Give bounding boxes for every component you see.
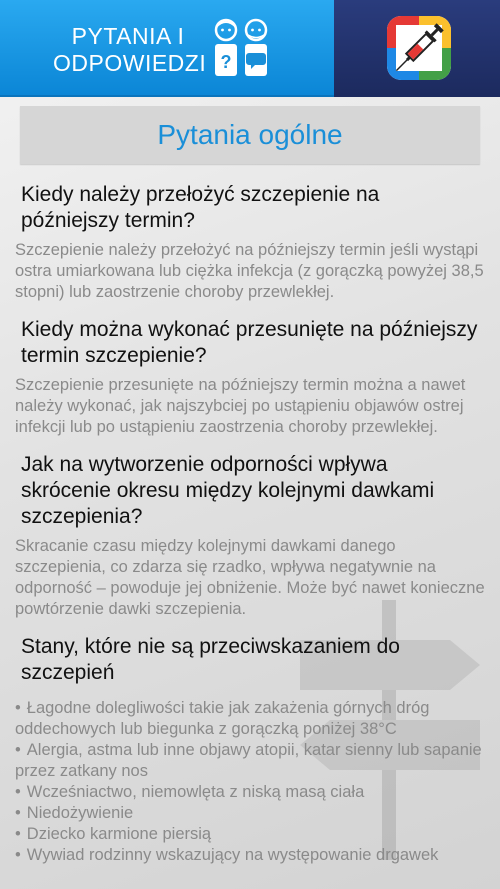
bullet-dot-icon: •: [15, 846, 21, 864]
header-title-line1: PYTANIA I: [71, 23, 185, 49]
bullet-text: Wywiad rodzinny wskazujący na występowanie drgawek: [26, 846, 439, 864]
svg-text:?: ?: [220, 52, 232, 72]
section-header: [20, 106, 480, 164]
bullet-dot-icon: •: [15, 804, 21, 822]
bullet-item: [15, 803, 486, 824]
question-text: Kiedy należy przełożyć szczepienie na późniejszy termin?: [21, 183, 380, 232]
bullet-text: Łagodne dolegliwości takie jak zakażenia górnych dróg oddechowych lub biegunka z gorączką poniżej 38°C: [15, 699, 430, 738]
people-question-chat-icon: [208, 18, 274, 80]
answer-text: Szczepienie przesunięte na późniejszy termin można a nawet należy wykonać, jak najszybciej po ustąpieniu objawów ostrej infekcji lub po ustąpieniu zaostrzenia choroby przewlekłej.: [15, 376, 466, 436]
bullet-item: [15, 782, 486, 803]
bullet-text: Niedożywienie: [26, 804, 134, 822]
qa-list[interactable]: [0, 168, 500, 889]
qa-item: [0, 168, 500, 303]
bullet-text: Alergia, astma lub inne objawy atopii, katar sienny lub sapanie przez zatkany nos: [15, 741, 482, 780]
bullet-dot-icon: •: [15, 825, 21, 843]
bullet-dot-icon: •: [15, 741, 21, 759]
answer-text: Skracanie czasu między kolejnymi dawkami danego szczepienia, co zdarza się rzadko, wpływa negatywnie na odporność – powoduje jej obniżenie. Może być nawet konieczne powtórzenie dawki szczepienia.: [15, 537, 485, 618]
header-title-line2: ODPOWIEDZI: [53, 50, 207, 76]
qa-item: [0, 620, 500, 866]
logo-panel: [334, 0, 500, 97]
app-header: [0, 0, 500, 97]
answer-text: Szczepienie należy przełożyć na późniejszy termin jeśli wystąpi ostra umiarkowana lub ciężka infekcja (z gorączką powyżej 38,5 stopni) lub zaostrzenie choroby przewlekłej.: [15, 241, 484, 301]
section-title: Pytania ogólne: [157, 119, 343, 150]
syringe-logo-icon[interactable]: [383, 12, 455, 84]
bullet-list: [15, 692, 486, 866]
question-text: Kiedy można wykonać przesunięte na późniejszy termin szczepienie?: [21, 318, 478, 367]
bullet-item: [15, 698, 486, 740]
bullet-item: [15, 740, 486, 782]
qa-item: [0, 438, 500, 620]
header-title: [53, 23, 207, 77]
bullet-text: Dziecko karmione piersią: [26, 825, 212, 843]
bullet-dot-icon: •: [15, 699, 21, 717]
bullet-text: Wcześniactwo, niemowlęta z niską masą ciała: [26, 783, 365, 801]
bullet-dot-icon: •: [15, 783, 21, 801]
bullet-item: [15, 845, 486, 866]
qa-item: [0, 303, 500, 438]
bullet-item: [15, 824, 486, 845]
question-text: Stany, które nie są przeciwskazaniem do szczepień: [21, 635, 400, 684]
question-text: Jak na wytworzenie odporności wpływa skrócenie okresu między kolejnymi dawkami szczepienia?: [21, 453, 435, 528]
